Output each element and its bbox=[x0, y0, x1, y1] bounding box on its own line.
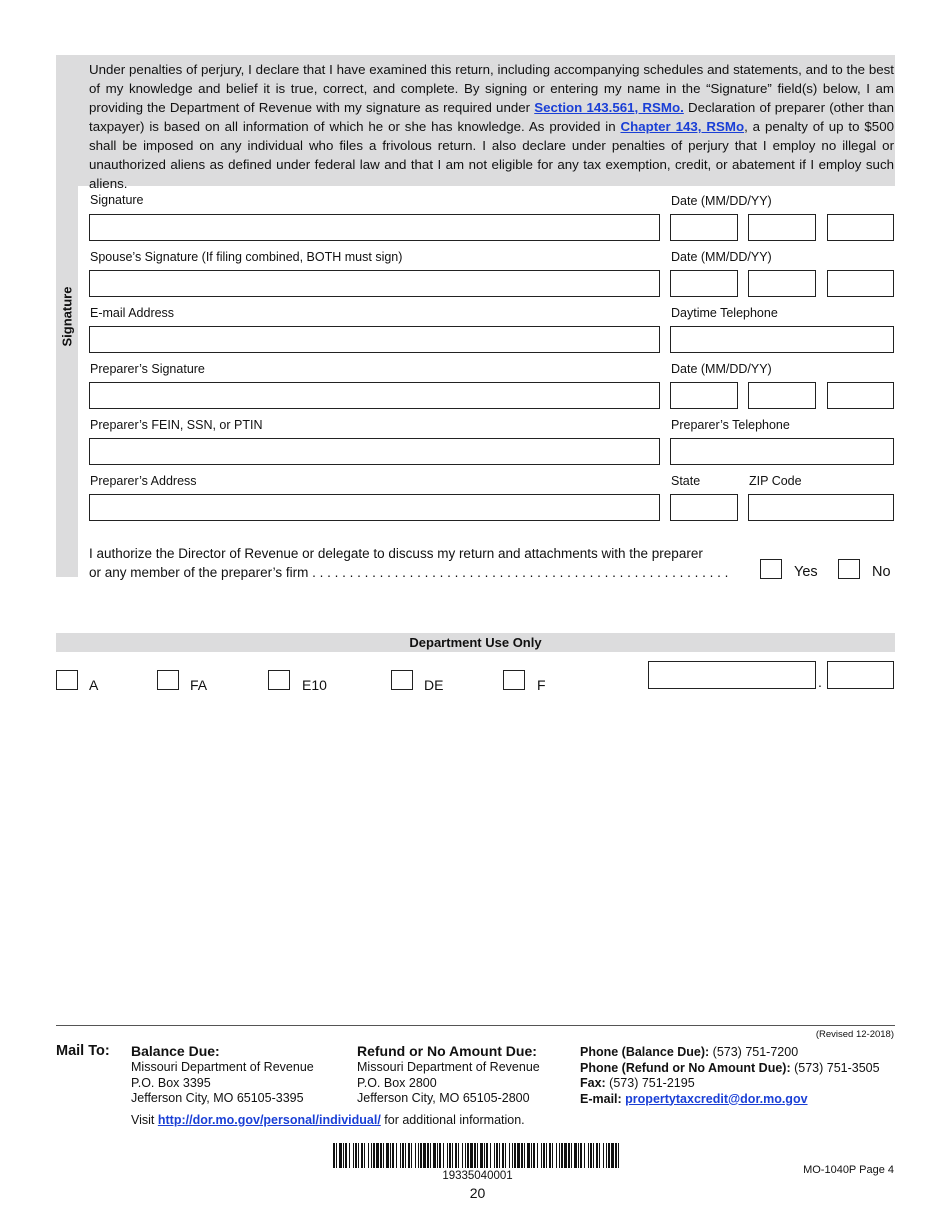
date3-day-input[interactable] bbox=[748, 382, 816, 409]
section-143-561-link[interactable]: Section 143.561, RSMo. bbox=[534, 100, 684, 115]
page-number: 20 bbox=[469, 1185, 486, 1201]
date-label-1: Date (MM/DD/YY) bbox=[671, 194, 772, 208]
daytime-phone-input[interactable] bbox=[670, 326, 894, 353]
authorize-line-1: I authorize the Director of Revenue or delegate to discuss my return and attachments with the preparer bbox=[89, 546, 703, 561]
preparer-phone-input[interactable] bbox=[670, 438, 894, 465]
authorize-yes-checkbox[interactable] bbox=[760, 559, 782, 579]
date1-month-input[interactable] bbox=[670, 214, 738, 241]
decimal-point: . bbox=[818, 674, 822, 690]
date1-day-input[interactable] bbox=[748, 214, 816, 241]
visit-line: Visit http://dor.mo.gov/personal/individual/ for additional information. bbox=[131, 1113, 525, 1127]
authorize-no-label: No bbox=[872, 564, 891, 580]
authorize-no-checkbox[interactable] bbox=[838, 559, 860, 579]
spouse-signature-input[interactable] bbox=[89, 270, 660, 297]
date-label-2: Date (MM/DD/YY) bbox=[671, 250, 772, 264]
form-id: MO-1040P Page 4 bbox=[803, 1164, 894, 1176]
email-input[interactable] bbox=[89, 326, 660, 353]
preparer-id-label: Preparer’s FEIN, SSN, or PTIN bbox=[90, 418, 263, 432]
barcode bbox=[333, 1143, 622, 1168]
revised-date: (Revised 12-2018) bbox=[815, 1029, 894, 1040]
state-input[interactable] bbox=[670, 494, 738, 521]
preparer-signature-label: Preparer’s Signature bbox=[90, 362, 205, 376]
department-use-header: Department Use Only bbox=[56, 633, 895, 652]
zip-label: ZIP Code bbox=[749, 474, 802, 488]
email-label: E-mail Address bbox=[90, 306, 175, 320]
dept-label-e10: E10 bbox=[302, 677, 327, 693]
dept-checkbox-e10[interactable] bbox=[268, 670, 290, 690]
date2-day-input[interactable] bbox=[748, 270, 816, 297]
contact-info: Phone (Balance Due): (573) 751-7200 Phone (Refund or No Amount Due): (573) 751-3505 Fax: (573) 751-2195 E-mail: propertytaxcredit@dor.mo.gov bbox=[580, 1045, 880, 1106]
preparer-id-input[interactable] bbox=[89, 438, 660, 465]
daytime-phone-label: Daytime Telephone bbox=[671, 306, 778, 320]
date3-month-input[interactable] bbox=[670, 382, 738, 409]
date-label-3: Date (MM/DD/YY) bbox=[671, 362, 772, 376]
date2-month-input[interactable] bbox=[670, 270, 738, 297]
preparer-address-input[interactable] bbox=[89, 494, 660, 521]
chapter-143-link[interactable]: Chapter 143, RSMo bbox=[620, 119, 745, 134]
authorize-yes-label: Yes bbox=[794, 564, 818, 580]
dept-checkbox-fa[interactable] bbox=[157, 670, 179, 690]
declaration-text: Under penalties of perjury, I declare that I have examined this return, including accompanying schedules and statements, and to the best of my knowledge and belief it is true, correct, and complete. By signing or entering my name in the “Signature” field(s) below, I am providing the Department of Revenue with my signature as required under Section 143.561, RSMo. Declaration of preparer (other than taxpayer) is based on all information of which he or she has knowledge. As provided in Chapter 143, RSMo, a penalty of up to $500 shall be imposed on any individual who files a frivolous return. I also declare under penalties of perjury that I employ no illegal or unauthorized aliens as defined under federal law and that I am not eligible for any tax exemption, credit, or abatement if I employ such aliens. bbox=[89, 62, 894, 191]
email-link[interactable]: propertytaxcredit@dor.mo.gov bbox=[625, 1091, 808, 1106]
dept-amount-input[interactable] bbox=[648, 661, 816, 689]
dept-checkbox-de[interactable] bbox=[391, 670, 413, 690]
date2-year-input[interactable] bbox=[827, 270, 894, 297]
zip-input[interactable] bbox=[748, 494, 894, 521]
dept-label-de: DE bbox=[424, 677, 444, 693]
footer-divider bbox=[56, 1025, 895, 1026]
state-label: State bbox=[671, 474, 701, 488]
date3-year-input[interactable] bbox=[827, 382, 894, 409]
mail-to-label: Mail To: bbox=[56, 1043, 110, 1059]
date1-year-input[interactable] bbox=[827, 214, 894, 241]
dept-label-fa: FA bbox=[190, 677, 208, 693]
signature-sidebar-label: Signature bbox=[59, 286, 75, 346]
dept-label-a: A bbox=[89, 677, 99, 693]
dept-label-f: F bbox=[537, 677, 546, 693]
barcode-number: 19335040001 bbox=[442, 1170, 513, 1182]
dept-checkbox-f[interactable] bbox=[503, 670, 525, 690]
refund-address: Refund or No Amount Due: Missouri Department of Revenue P.O. Box 2800 Jefferson City, MO 65105-2800 bbox=[357, 1043, 540, 1105]
balance-due-address: Balance Due: Missouri Department of Revenue P.O. Box 3395 Jefferson City, MO 65105-3395 bbox=[131, 1043, 314, 1105]
dept-cents-input[interactable] bbox=[827, 661, 894, 689]
dept-checkbox-a[interactable] bbox=[56, 670, 78, 690]
spouse-signature-label: Spouse’s Signature (If filing combined, BOTH must sign) bbox=[90, 250, 403, 264]
preparer-signature-input[interactable] bbox=[89, 382, 660, 409]
authorize-line-2: or any member of the preparer’s firm . . . . . . . . . . . . . . . . . . . . . . . . . . . . . . . . . . . . . . . . . . . . . . . . . . . . . . . . bbox=[89, 565, 729, 580]
preparer-phone-label: Preparer’s Telephone bbox=[671, 418, 790, 432]
preparer-address-label: Preparer’s Address bbox=[90, 474, 197, 488]
dor-website-link[interactable]: http://dor.mo.gov/personal/individual/ bbox=[157, 1113, 381, 1127]
signature-input[interactable] bbox=[89, 214, 660, 241]
signature-label: Signature bbox=[90, 193, 144, 207]
